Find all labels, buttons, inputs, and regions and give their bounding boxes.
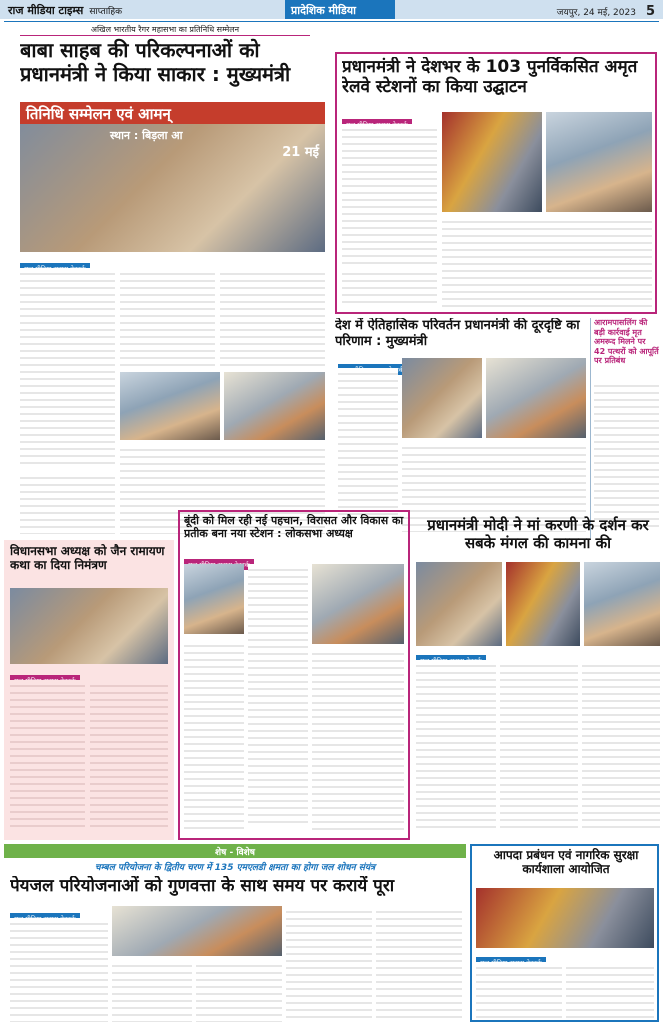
story1-col3 <box>220 268 325 368</box>
story7-photo <box>112 906 282 956</box>
section-label: प्रादेशिक मीडिया <box>285 0 395 19</box>
story8-col1 <box>476 962 562 1018</box>
paper-name: राज मीडिया टाइम्स <box>8 4 84 17</box>
story2-col3 <box>342 268 437 308</box>
story5-col2 <box>184 640 244 830</box>
story6-col1 <box>416 660 496 832</box>
banner-text-3: 21 मई <box>282 145 319 160</box>
story1-col5 <box>20 472 115 534</box>
story1-kicker: अखिल भारतीय रैगर महासभा का प्रतिनिधि सम्मेलन <box>20 24 310 36</box>
story7-headline: पेयजल परियोजनाओं को गुणवत्ता के साथ समय पर करायें पूरा <box>10 876 395 896</box>
story5-col3 <box>312 648 404 830</box>
story4-col2 <box>90 680 168 830</box>
story7-col1 <box>10 918 108 1022</box>
story3-headline: देश में ऐतिहासिक परिवर्तन प्रधानमंत्री की दूरदृष्टि का परिणाम : मुख्यमंत्री <box>335 318 580 349</box>
edition: साप्ताहिक <box>89 7 123 17</box>
story7-band: शेष - विशेष <box>4 844 466 858</box>
story2-col1 <box>342 124 437 264</box>
story2-photo-2 <box>546 112 652 212</box>
story7-col3 <box>196 960 282 1022</box>
story1-col1 <box>20 268 115 468</box>
story6-photo-2 <box>506 562 580 646</box>
story1-headline: बाबा साहब की परिकल्पनाओं को प्रधानमंत्री ने किया साकार : मुख्यमंत्री <box>20 38 291 86</box>
masthead <box>0 0 285 19</box>
story4-headline: विधानसभा अध्यक्ष को जैन रामायण कथा का दिया निमंत्रण <box>10 544 165 573</box>
story5-photo-2 <box>312 564 404 644</box>
story6-col3 <box>582 660 660 832</box>
story2-col2 <box>442 216 652 308</box>
story1-col2 <box>120 268 215 368</box>
story4-col1 <box>10 680 85 830</box>
story8-photo <box>476 888 654 948</box>
story7-col4 <box>286 906 372 1022</box>
story6-headline: प्रधानमंत्री मोदी ने मां करणी के दर्शन कर सबके मंगल की कामना की <box>427 516 649 552</box>
dateline-bar <box>395 0 663 19</box>
story2-headline: प्रधानमंत्री ने देशभर के 103 पुनर्विकसित अमृत रेलवे स्टेशनों का किया उद्घाटन <box>342 57 638 98</box>
story3-side-headline: आरामपासलिंग की बड़ी कार्रवाई मृत अमरूद मिलने पर 42 पत्थरों को आपूर्ति पर प्रतिबंध <box>594 318 659 366</box>
story3-photo-2 <box>486 358 586 438</box>
story6-photo-3 <box>584 562 660 646</box>
story5-col1 <box>248 564 308 824</box>
banner-text: तिनिधि सम्मेलन एवं आमन् <box>20 102 325 124</box>
story5-headline: बूंदी को मिल रही नई पहचान, विरासत और विकास का प्रतीक बना नया स्टेशन : लोकसभा अध्यक्ष <box>184 514 404 541</box>
story8-headline: आपदा प्रबंधन एवं नागरिक सुरक्षा कार्यशाला आयोजित <box>493 848 639 877</box>
story5-photo-1 <box>184 564 244 634</box>
story3-side-text <box>594 380 659 532</box>
page-number: 5 <box>645 4 655 19</box>
story3-col1 <box>338 368 398 518</box>
story7-col2 <box>112 960 192 1022</box>
story1-photo-3 <box>224 372 325 440</box>
story6-photo-1 <box>416 562 502 646</box>
story1-photo <box>20 102 325 252</box>
story4-photo <box>10 588 168 664</box>
dateline: जयपुर, 24 मई, 2023 <box>556 8 636 18</box>
story7-kicker: चम्बल परियोजना के द्वितीय चरण में 135 एमएलडी क्षमता का होगा जल शोधन संयंत्र <box>94 863 376 873</box>
story2-photo-1 <box>442 112 542 212</box>
banner-text-2: स्थान : बिड़ला आ <box>110 129 183 142</box>
story1-photo-2 <box>120 372 220 440</box>
divider <box>590 318 591 538</box>
story7-col5 <box>376 906 462 1022</box>
story6-col2 <box>500 660 578 832</box>
story3-photo-1 <box>402 358 482 438</box>
story8-col2 <box>566 962 654 1018</box>
header-rule <box>4 21 659 22</box>
